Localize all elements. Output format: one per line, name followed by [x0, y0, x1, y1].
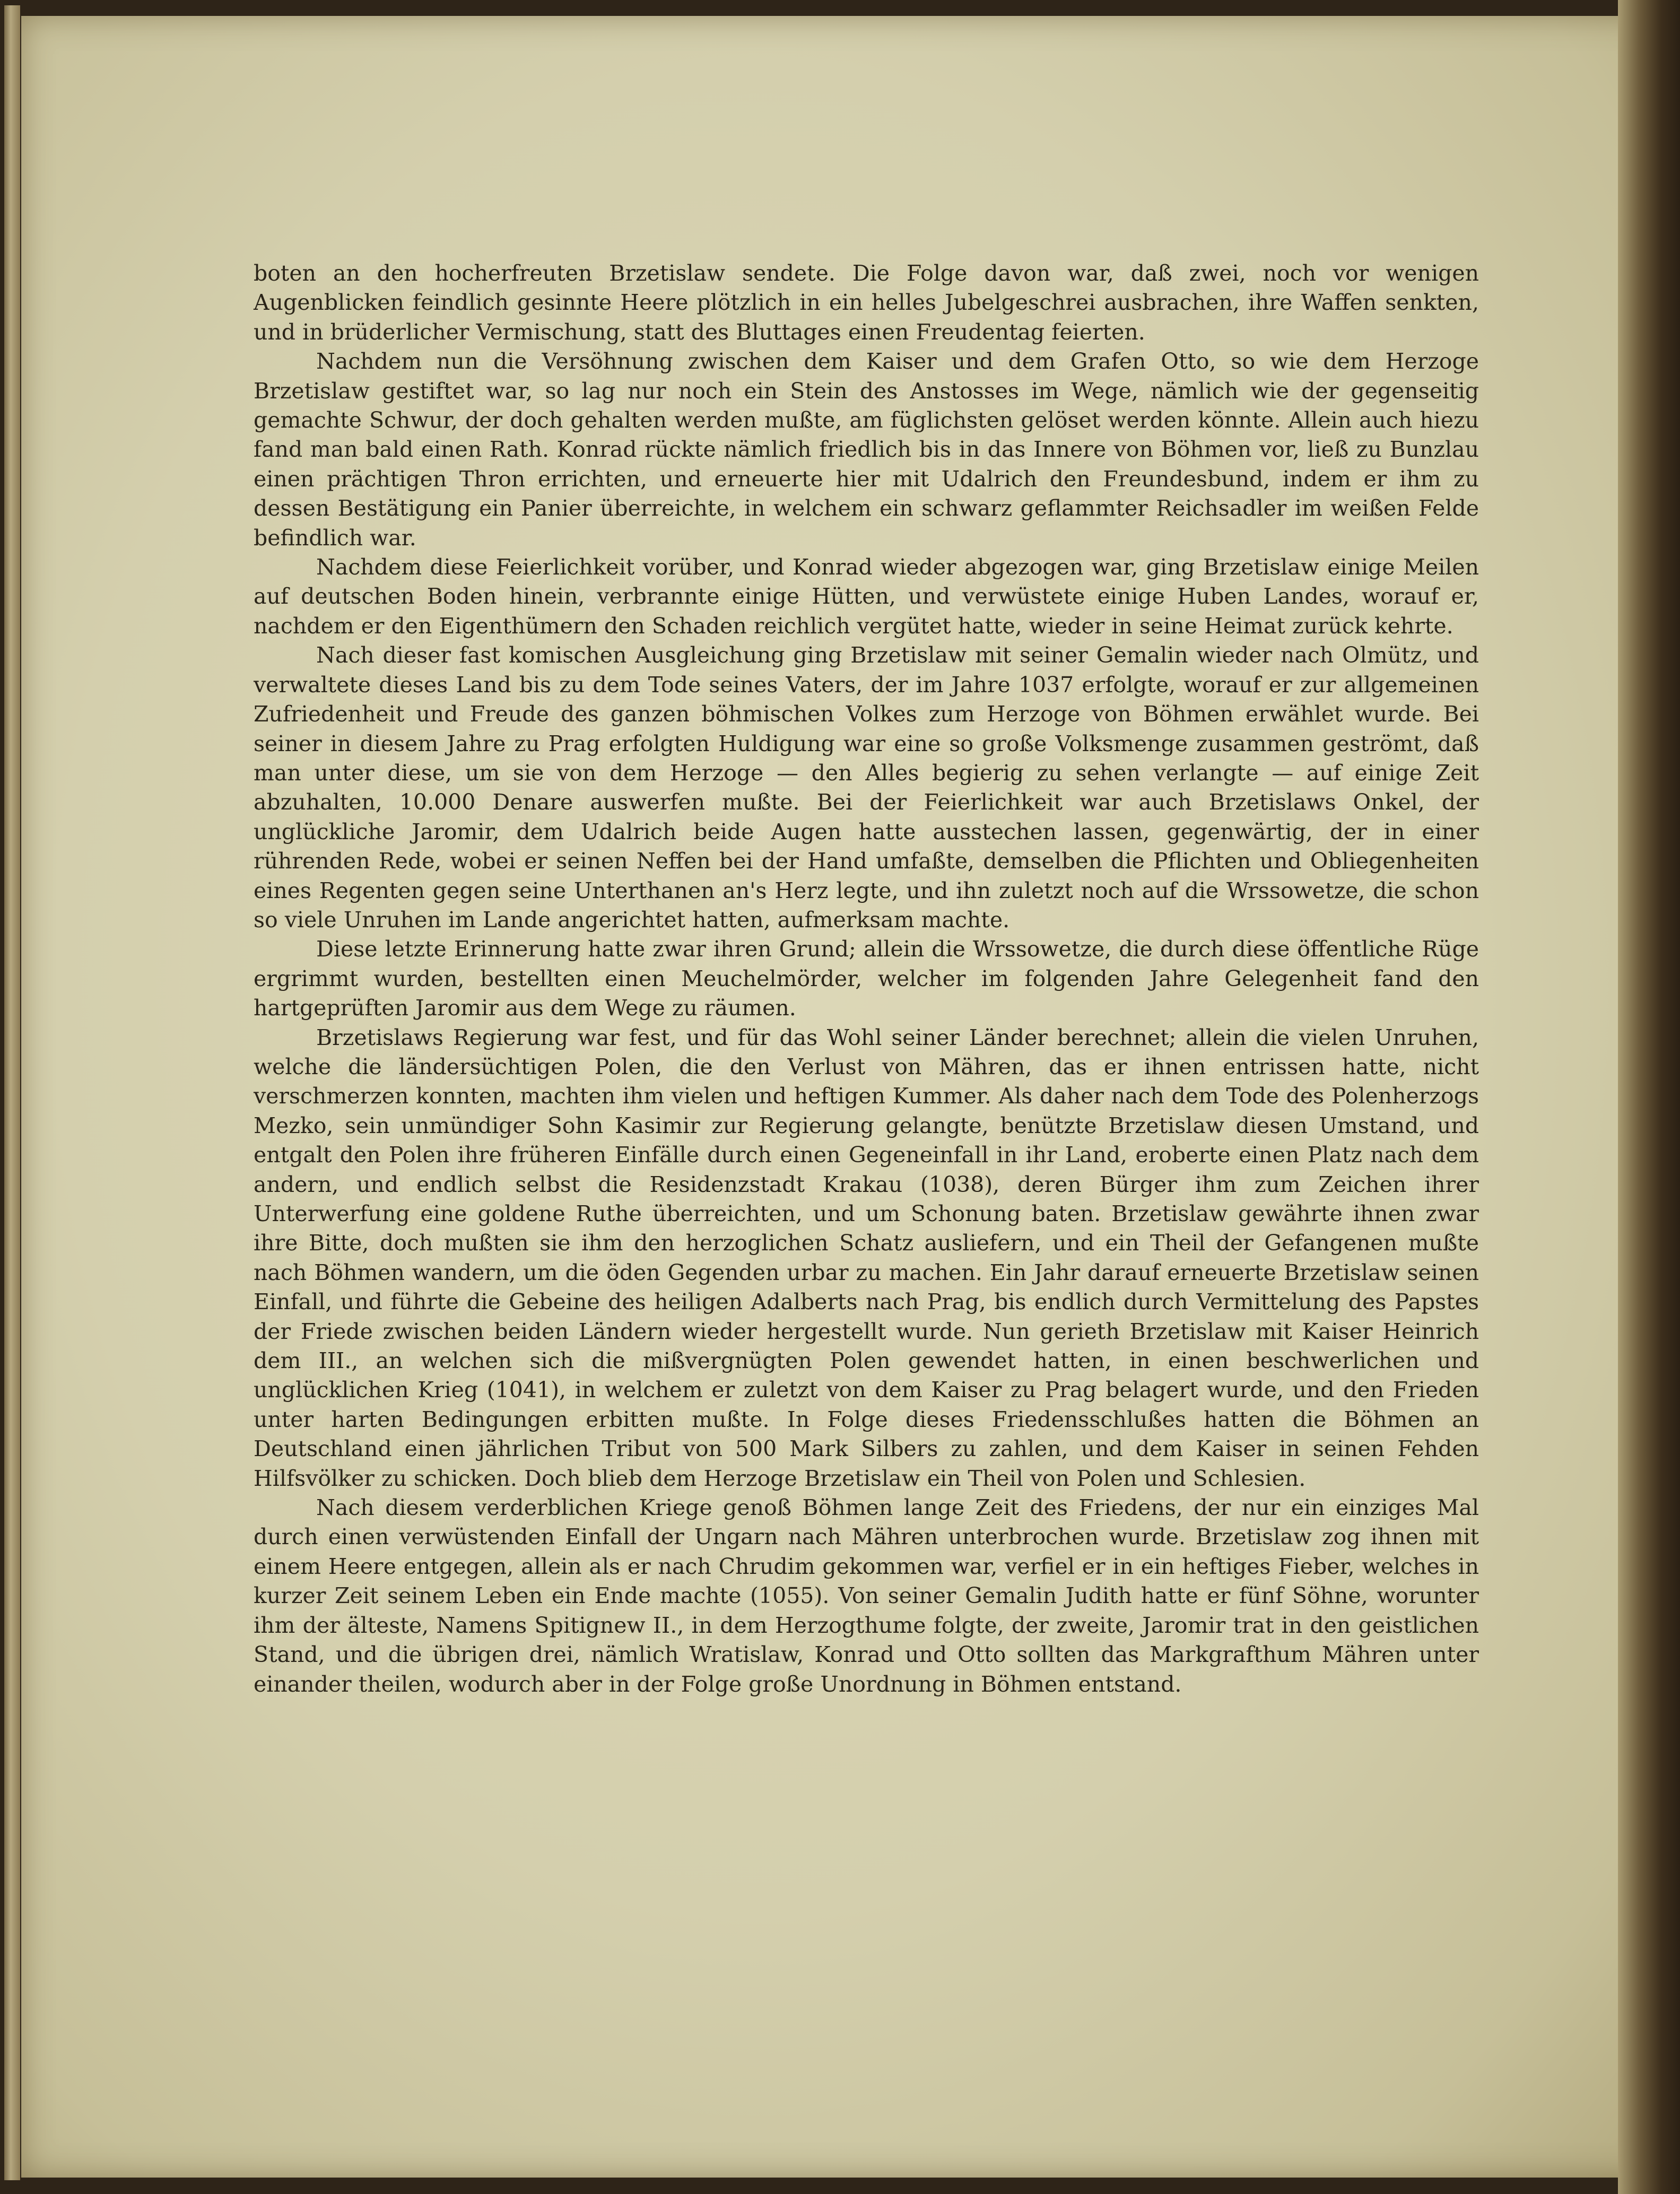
- page-edge-stack: [4, 5, 20, 2180]
- book-gutter: [1618, 0, 1680, 2194]
- paragraph-5: Diese letzte Erinnerung hatte zwar ihren Grund; allein die Wrssowetze, die durch diese öffentliche Rüge ergrimmt wurden, bestellten einen Meuchelmörder, welcher im folgenden Jahre Gelegenheit fand den hartgeprüften Jaromir aus dem Wege zu räumen.: [254, 936, 1479, 1021]
- paragraph-1: boten an den hocherfreuten Brzetislaw sendete. Die Folge davon war, daß zwei, noch vor wenigen Augenblicken feindlich gesinnte Heere plötzlich in ein helles Jubelgeschrei ausbrachen, ihre Waffen senkten, und in brüderlicher Vermischung, statt des Bluttages einen Freudentag feierten.: [254, 260, 1479, 345]
- paragraph-7: Nach diesem verderblichen Kriege genoß Böhmen lange Zeit des Friedens, der nur ein einziges Mal durch einen verwüstenden Einfall der Ungarn nach Mähren unterbrochen wurde. Brzetislaw zog ihnen mit einem Heere entgegen, allein als er nach Chrudim gekommen war, verfiel er in ein heftiges Fieber, welches in kurzer Zeit seinem Leben ein Ende machte (1055). Von seiner Gemalin Judith hatte er fünf Söhne, worunter ihm der älteste, Namens Spitignew II., in dem Herzogthume folgte, der zweite, Jaromir trat in den geistlichen Stand, und die übrigen drei, nämlich Wratislaw, Konrad und Otto sollten das Markgrafthum Mähren unter einander theilen, wodurch aber in der Folge große Unordnung in Böhmen entstand.: [254, 1495, 1479, 1697]
- paragraph-4: Nach dieser fast komischen Ausgleichung ging Brzetislaw mit seiner Gemalin wieder nach Olmütz, und verwaltete dieses Land bis zu dem Tode seines Vaters, der im Jahre 1037 erfolgte, worauf er zur allgemeinen Zufriedenheit und Freude des ganzen böhmischen Volkes zum Herzoge von Böhmen erwählet wurde. Bei seiner in diesem Jahre zu Prag erfolgten Huldigung war eine so große Volksmenge zusammen geströmt, daß man unter diese, um sie von dem Herzoge — den Alles begierig zu sehen verlangte — auf einige Zeit abzuhalten, 10.000 Denare auswerfen mußte. Bei der Feierlichkeit war auch Brzetislaws Onkel, der unglückliche Jaromir, dem Udalrich beide Augen hatte ausstechen lassen, gegenwärtig, der in einer rührenden Rede, wobei er seinen Neffen bei der Hand umfaßte, demselben die Pflichten und Obliegenheiten eines Regenten gegen seine Unterthanen an's Herz legte, und ihn zuletzt noch auf die Wrssowetze, die schon so viele Unruhen im Lande angerichtet hatten, aufmerksam machte.: [254, 642, 1479, 933]
- paragraph-3: Nachdem diese Feierlichkeit vorüber, und Konrad wieder abgezogen war, ging Brzetislaw einige Meilen auf deutschen Boden hinein, verbrannte einige Hütten, und verwüstete einige Huben Landes, worauf er, nachdem er den Eigenthümern den Schaden reichlich vergütet hatte, wieder in seine Heimat zurück kehrte.: [254, 554, 1479, 639]
- paragraph-6: Brzetislaws Regierung war fest, und für das Wohl seiner Länder berechnet; allein die vielen Unruhen, welche die ländersüchtigen Polen, die den Verlust von Mähren, das er ihnen entrissen hatte, nicht verschmerzen konnten, machten ihm vielen und heftigen Kummer. Als daher nach dem Tode des Polenherzogs Mezko, sein unmündiger Sohn Kasimir zur Regierung gelangte, benützte Brzetislaw diesen Umstand, und entgalt den Polen ihre früheren Einfälle durch einen Gegeneinfall in ihr Land, eroberte einen Platz nach dem andern, und endlich selbst die Residenzstadt Krakau (1038), deren Bürger ihm zum Zeichen ihrer Unterwerfung eine goldene Ruthe überreichten, und um Schonung baten. Brzetislaw gewährte ihnen zwar ihre Bitte, doch mußten sie ihm den herzoglichen Schatz ausliefern, und ein Theil der Gefangenen mußte nach Böhmen wandern, um die öden Gegenden urbar zu machen. Ein Jahr darauf erneuerte Brzetislaw seinen Einfall, und führte die Gebeine des heiligen Adalberts nach Prag, bis endlich durch Vermittelung des Papstes der Friede zwischen beiden Ländern wieder hergestellt wurde. Nun gerieth Brzetislaw mit Kaiser Heinrich dem III., an welchen sich die mißvergnügten Polen gewendet hatten, in einen beschwerlichen und unglücklichen Krieg (1041), in welchem er zuletzt von dem Kaiser zu Prag belagert wurde, und den Frieden unter harten Bedingungen erbitten mußte. In Folge dieses Friedensschlußes hatten die Böhmen an Deutschland einen jährlichen Tribut von 500 Mark Silbers zu zahlen, und dem Kaiser in seinen Fehden Hilfsvölker zu schicken. Doch blieb dem Herzoge Brzetislaw ein Theil von Polen und Schlesien.: [254, 1024, 1479, 1491]
- body-text: [254, 259, 1479, 1699]
- paragraph-2: Nachdem nun die Versöhnung zwischen dem Kaiser und dem Grafen Otto, so wie dem Herzoge Brzetislaw gestiftet war, so lag nur noch ein Stein des Anstosses im Wege, nämlich wie der gegenseitig gemachte Schwur, der doch gehalten werden mußte, am füglichsten gelöset werden könnte. Allein auch hiezu fand man bald einen Rath. Konrad rückte nämlich friedlich bis in das Innere von Böhmen vor, ließ zu Bunzlau einen prächtigen Thron errichten, und erneuerte hier mit Udalrich den Freundesbund, indem er ihm zu dessen Bestätigung ein Panier überreichte, in welchem ein schwarz geflammter Reichsadler im weißen Felde befindlich war.: [254, 349, 1479, 551]
